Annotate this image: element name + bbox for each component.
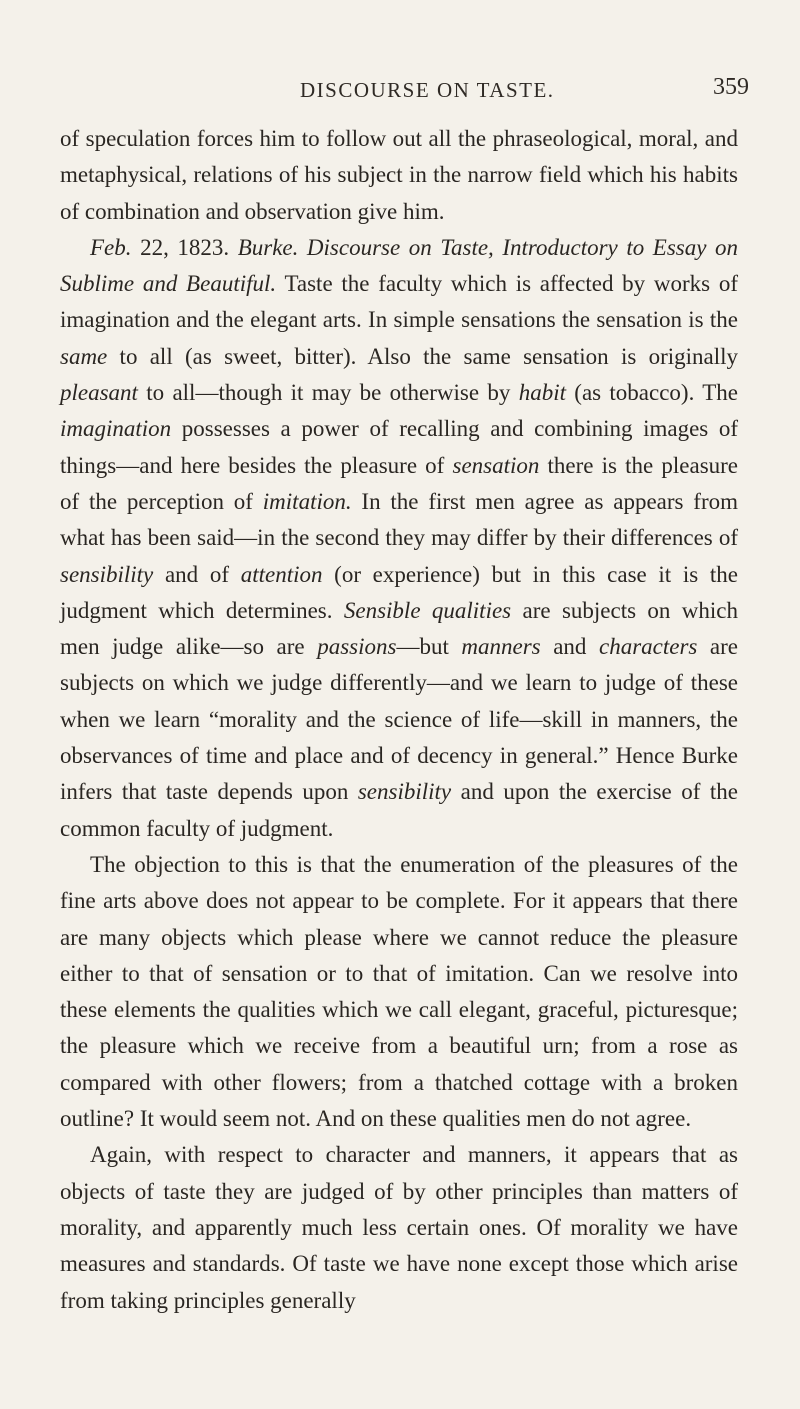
italic-text: passions (317, 634, 397, 660)
italic-text: imagination (60, 416, 172, 442)
italic-text: attention (240, 561, 323, 587)
body-text (60, 121, 738, 1319)
italic-text: characters (598, 634, 698, 660)
text-run: Again, with respect to character and manners, it appears that as objects of taste they are judged of by other principles than matters of morality, and apparently much less certain ones. Of morality we have measures and standards. Of taste we have none except those which arise from taking principles generally (60, 1142, 738, 1313)
text-run: of speculation forces him to follow out all the phraseological, moral, and metaphysical, relations of his subject in the narrow field which his habits of combination and observation give him. (60, 126, 738, 224)
italic-text: sensibility (60, 561, 154, 587)
italic-text: sensation (452, 452, 540, 478)
italic-text: manners (461, 634, 541, 660)
running-title: DISCOURSE ON TASTE. (300, 78, 555, 102)
italic-text: Feb. (90, 234, 132, 260)
italic-text: sensibility (357, 779, 452, 805)
text-run: The objection to this is that the enumeration of the pleasures of the fine arts above does not appear to be complete. For it appears that there are many objects which please where we cannot reduce the pleasure either to that of sensation or to that of imitation. Can we resolve into these elements the qualities which we call elegant, graceful, picturesque; the pleasure which we receive from a beautiful urn; from a rose as compared with other flowers; from a thatched cottage with a broken outline? It would seem not. And on these qualities men do not agree. (60, 851, 738, 1132)
text-run: (or experience) but in this case it is the judgment which determines. (60, 561, 738, 623)
italic-text: pleasant (60, 380, 138, 406)
text-run: Taste the faculty which is affected by works of imagination and the elegant arts. In simple sensations the sensation is the (60, 271, 739, 333)
paragraph-4 (60, 1137, 738, 1318)
text-run: and upon the exercise of the common faculty of judgment. (60, 779, 738, 841)
text-run: and (540, 634, 599, 660)
paragraph-3 (60, 847, 738, 1137)
italic-text: Sensible qualities (343, 597, 512, 623)
italic-text: same (60, 343, 108, 369)
text-run: there is the pleasure of the perception of (60, 452, 739, 514)
paragraph-1 (60, 121, 738, 230)
text-run: are subjects on which men judge alike—so are (60, 597, 739, 660)
text-run: —but (396, 634, 462, 660)
text-run: to all—though it may be otherwise by (137, 380, 519, 406)
italic-text: habit (518, 380, 566, 406)
text-run: and of (153, 561, 241, 587)
text-run: to all (as sweet, bitter). Also the same sensation is originally (107, 343, 738, 369)
text-run: 22, 1823. (131, 234, 238, 260)
text-run: (as tobacco). The (565, 380, 738, 406)
text-run: are subjects on which we judge differently—and we learn to judge of these when we learn “morality and the science of life—skill in manners, the observances of time and place and of decency in general.” Hence Burke infers that taste depends upon (60, 634, 739, 805)
text-run: In the first men agree as appears from what has been said—in the second they may differ by their differences of (60, 488, 739, 551)
page-number: 359 (713, 74, 749, 100)
italic-text: imitation. (262, 488, 352, 514)
text-run: possesses a power of recalling and combining images of things—and here besides the pleasure of (60, 416, 738, 478)
italic-text: Burke. Discourse on Taste, Introductory to Essay on Sublime and Beautiful. (60, 234, 738, 297)
paragraph-2 (60, 230, 738, 847)
